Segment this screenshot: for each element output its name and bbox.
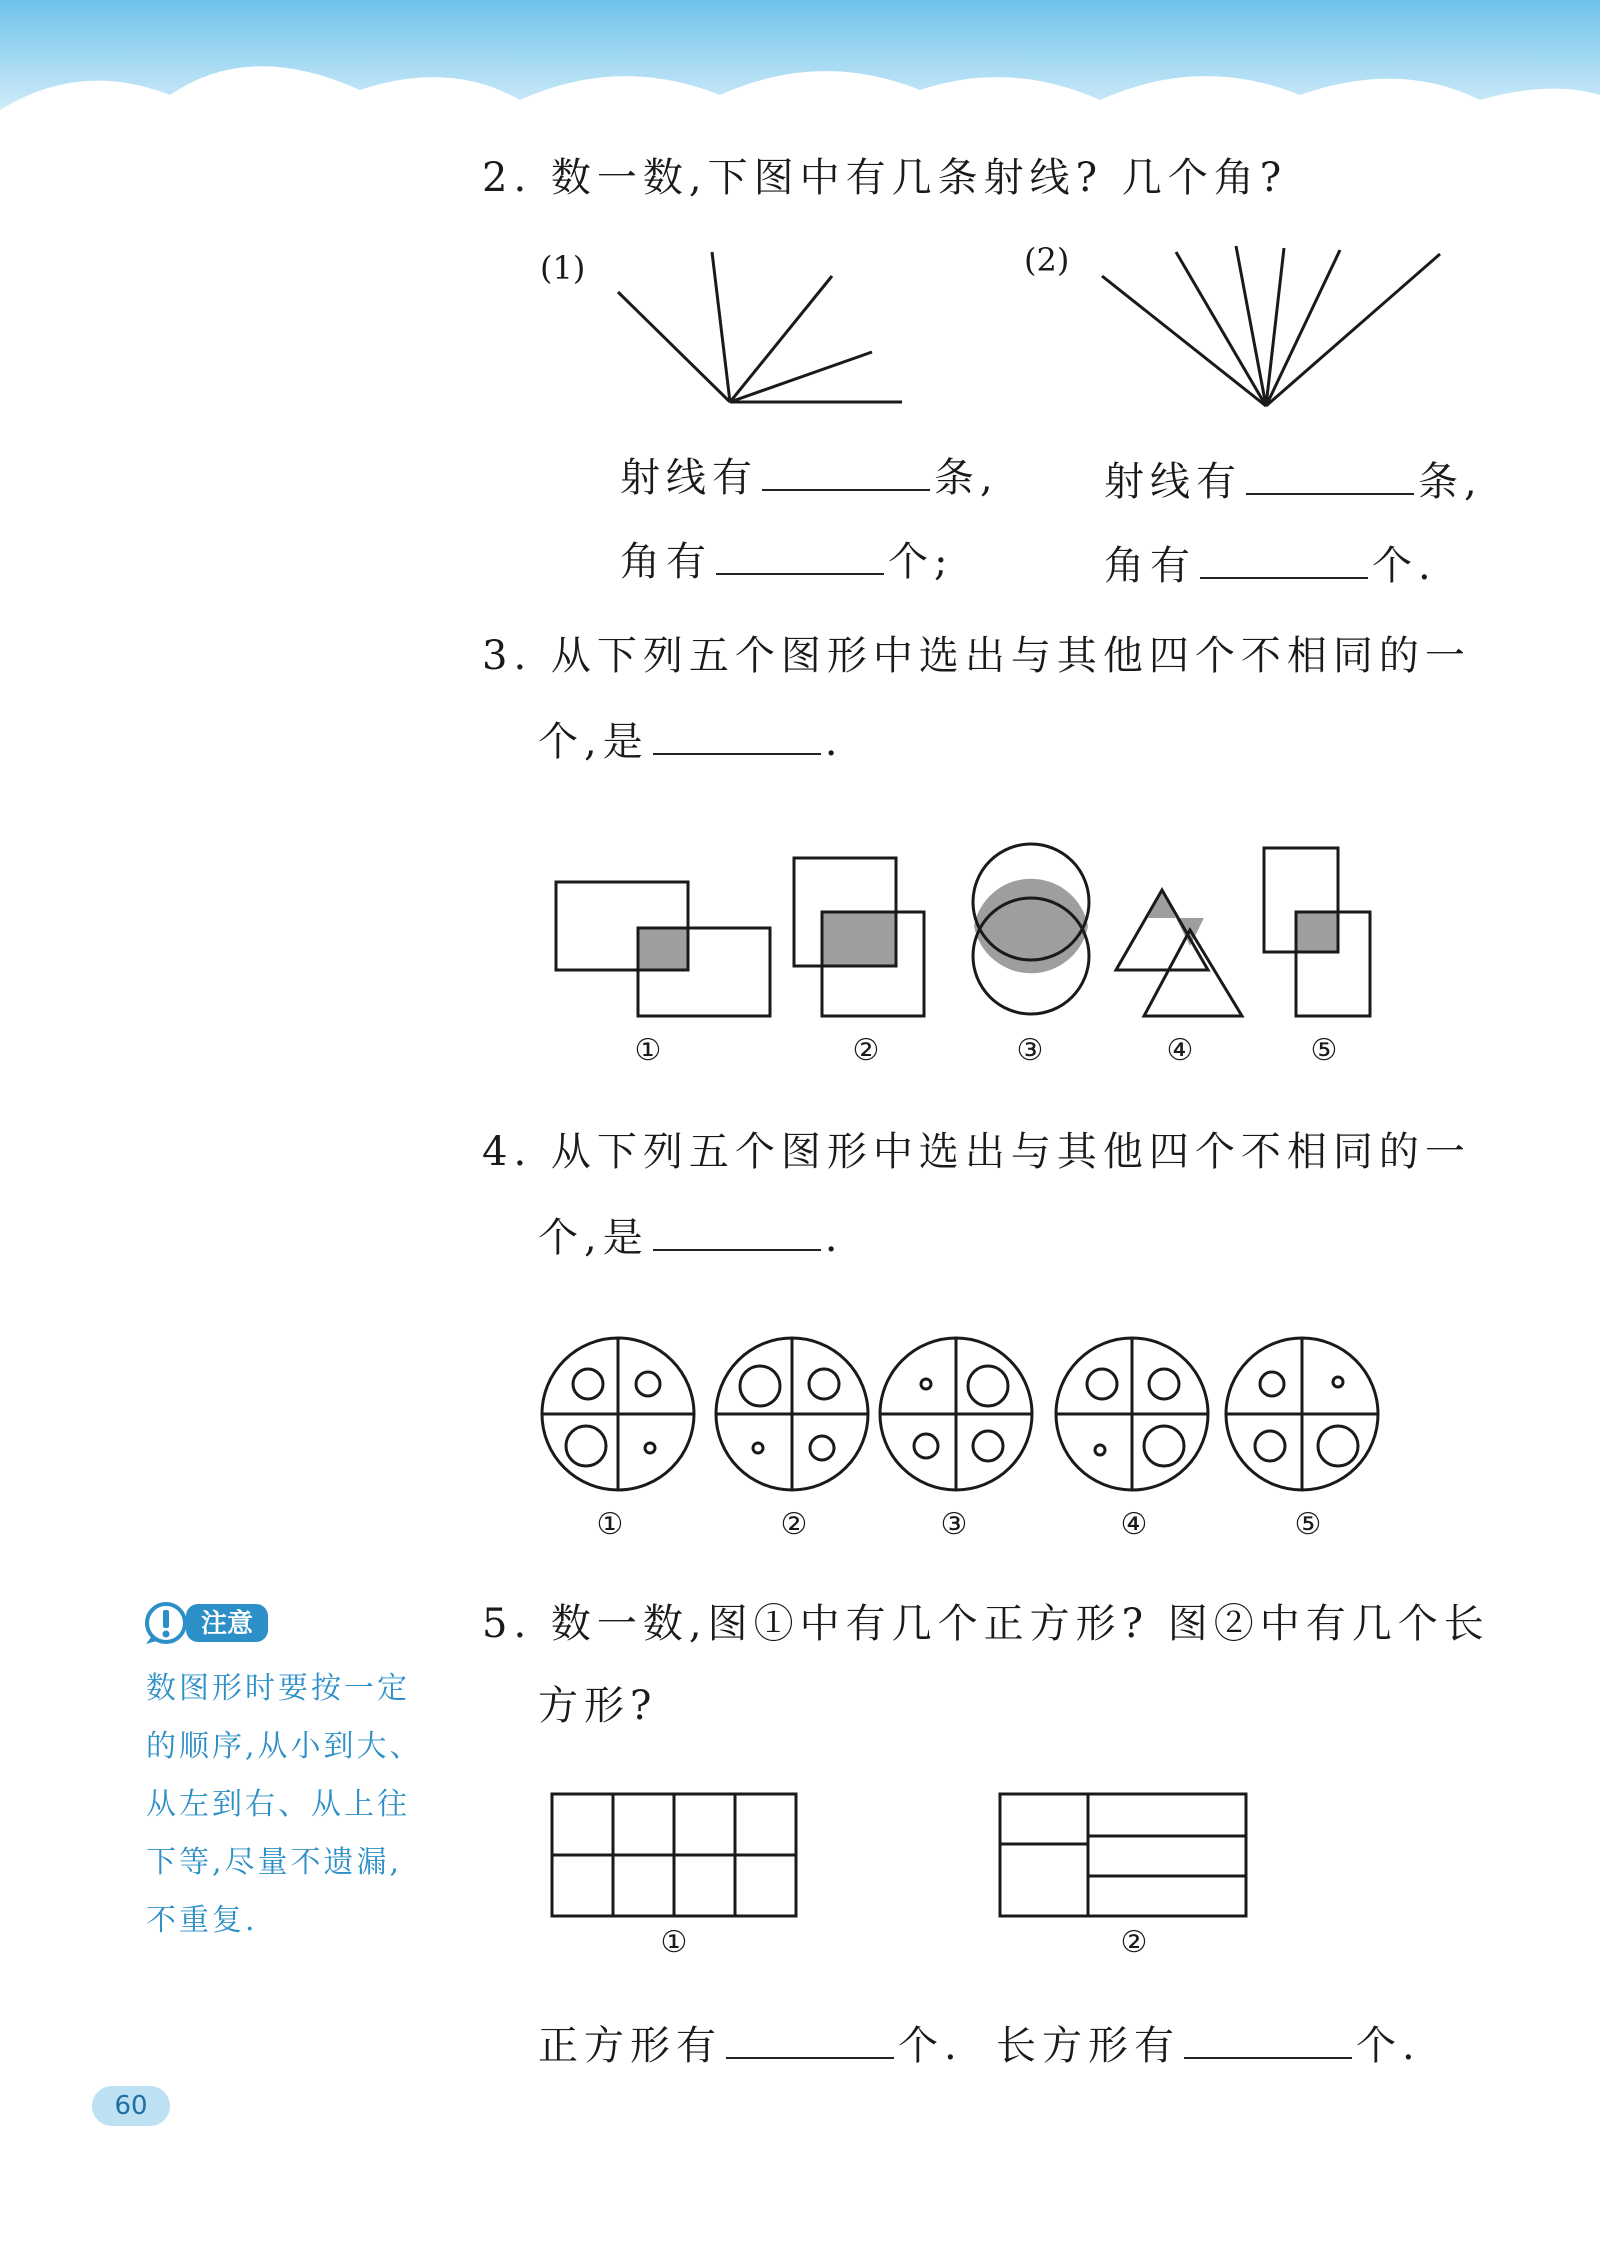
rectangles-unit: 个. bbox=[1356, 2023, 1421, 2069]
q4-figure-label-2: ② bbox=[780, 1507, 808, 1542]
q4-figure-1 bbox=[542, 1338, 694, 1490]
q2-angles-answer-left bbox=[620, 539, 954, 585]
q5-figure-label-1: ① bbox=[660, 1925, 688, 1960]
q2-angles-answer-right bbox=[1104, 543, 1437, 589]
q3-figure-label-3: ③ bbox=[1016, 1033, 1044, 1068]
squares-unit: 个. bbox=[898, 2023, 963, 2069]
q4-figure-3 bbox=[880, 1338, 1032, 1490]
q2-rays-answer-left bbox=[620, 455, 999, 501]
q3-answer-blank[interactable] bbox=[653, 753, 821, 755]
q3-line2 bbox=[538, 719, 844, 765]
rectangles-label: 长方形有 bbox=[996, 2023, 1180, 2069]
q3-figure-1 bbox=[556, 882, 770, 1016]
q3-figure-4 bbox=[1116, 890, 1242, 1016]
q2-title: 2. 数一数,下图中有几条射线? 几个角? bbox=[482, 155, 1288, 201]
q3-shapes-row bbox=[540, 840, 1400, 1030]
q4-figure-5 bbox=[1226, 1338, 1378, 1490]
q5-figure-1-grid bbox=[550, 1790, 810, 1930]
q4-figure-label-3: ③ bbox=[940, 1507, 968, 1542]
q3-figure-label-5: ⑤ bbox=[1310, 1033, 1338, 1068]
q4-figure-label-4: ④ bbox=[1120, 1507, 1148, 1542]
page-number: 60 bbox=[92, 2086, 170, 2126]
q2-rays-figure-1 bbox=[600, 240, 920, 420]
angles-left-label: 角有 bbox=[620, 539, 712, 585]
q4-line1: 4. 从下列五个图形中选出与其他四个不相同的一 bbox=[482, 1129, 1471, 1175]
q4-figure-label-1: ① bbox=[596, 1507, 624, 1542]
angles-left-blank[interactable] bbox=[716, 573, 884, 575]
top-cloud-band bbox=[0, 0, 1600, 170]
q3-figure-label-4: ④ bbox=[1166, 1033, 1194, 1068]
note-line: 下等,尽量不遗漏, bbox=[146, 1845, 403, 1880]
rays-right-unit: 条, bbox=[1418, 459, 1483, 505]
note-badge-label: 注意 bbox=[200, 1609, 253, 1639]
rays-left-blank[interactable] bbox=[762, 489, 930, 491]
q4-figure-2 bbox=[716, 1338, 868, 1490]
rays-left-unit: 条, bbox=[934, 455, 999, 501]
q2-rays-figure-2 bbox=[1090, 240, 1450, 420]
q3-figure-5 bbox=[1264, 848, 1370, 1016]
rays-left-label: 射线有 bbox=[620, 455, 758, 501]
rays-right-blank[interactable] bbox=[1246, 493, 1414, 495]
angles-right-label: 角有 bbox=[1104, 543, 1196, 589]
q4-line2-suffix: . bbox=[824, 1215, 844, 1261]
q4-line2-prefix: 个,是 bbox=[538, 1215, 649, 1261]
q5-figure-2-rectangles bbox=[998, 1790, 1258, 1930]
q4-circles-row bbox=[530, 1330, 1410, 1500]
rectangles-blank[interactable] bbox=[1184, 2057, 1352, 2059]
q4-figure-label-5: ⑤ bbox=[1294, 1507, 1322, 1542]
note-body bbox=[146, 1660, 446, 1950]
q2-rays-answer-right bbox=[1104, 459, 1483, 505]
rays-right-label: 射线有 bbox=[1104, 459, 1242, 505]
squares-label: 正方形有 bbox=[538, 2023, 722, 2069]
q5-squares-answer bbox=[538, 2023, 963, 2069]
q5-rectangles-answer bbox=[996, 2023, 1421, 2069]
q5-figure-label-2: ② bbox=[1120, 1925, 1148, 1960]
q4-answer-blank[interactable] bbox=[653, 1249, 821, 1251]
q2-figure2-label: (2) bbox=[1024, 241, 1070, 279]
exclamation-icon bbox=[163, 1610, 169, 1628]
note-line: 不重复. bbox=[146, 1903, 258, 1938]
angles-left-unit: 个; bbox=[888, 539, 954, 585]
note-line: 数图形时要按一定 bbox=[146, 1671, 410, 1706]
note-line: 从左到右、从上往 bbox=[146, 1787, 410, 1822]
q3-figure-label-2: ② bbox=[852, 1033, 880, 1068]
q3-line2-prefix: 个,是 bbox=[538, 719, 649, 765]
angles-right-blank[interactable] bbox=[1200, 577, 1368, 579]
q5-line2: 方形? bbox=[538, 1683, 658, 1729]
q5-line1: 5. 数一数,图①中有几个正方形? 图②中有几个长 bbox=[482, 1601, 1490, 1647]
q3-line1: 3. 从下列五个图形中选出与其他四个不相同的一 bbox=[482, 633, 1471, 679]
q3-figure-2 bbox=[794, 858, 924, 1016]
squares-blank[interactable] bbox=[726, 2057, 894, 2059]
q3-figure-3 bbox=[973, 844, 1089, 1014]
q3-line2-suffix: . bbox=[824, 719, 844, 765]
note-line: 的顺序,从小到大、 bbox=[146, 1729, 423, 1764]
angles-right-unit: 个. bbox=[1372, 543, 1437, 589]
q3-figure-label-1: ① bbox=[634, 1033, 662, 1068]
q4-figure-4 bbox=[1056, 1338, 1208, 1490]
q2-figure1-label: (1) bbox=[540, 249, 586, 287]
q4-line2 bbox=[538, 1215, 844, 1261]
